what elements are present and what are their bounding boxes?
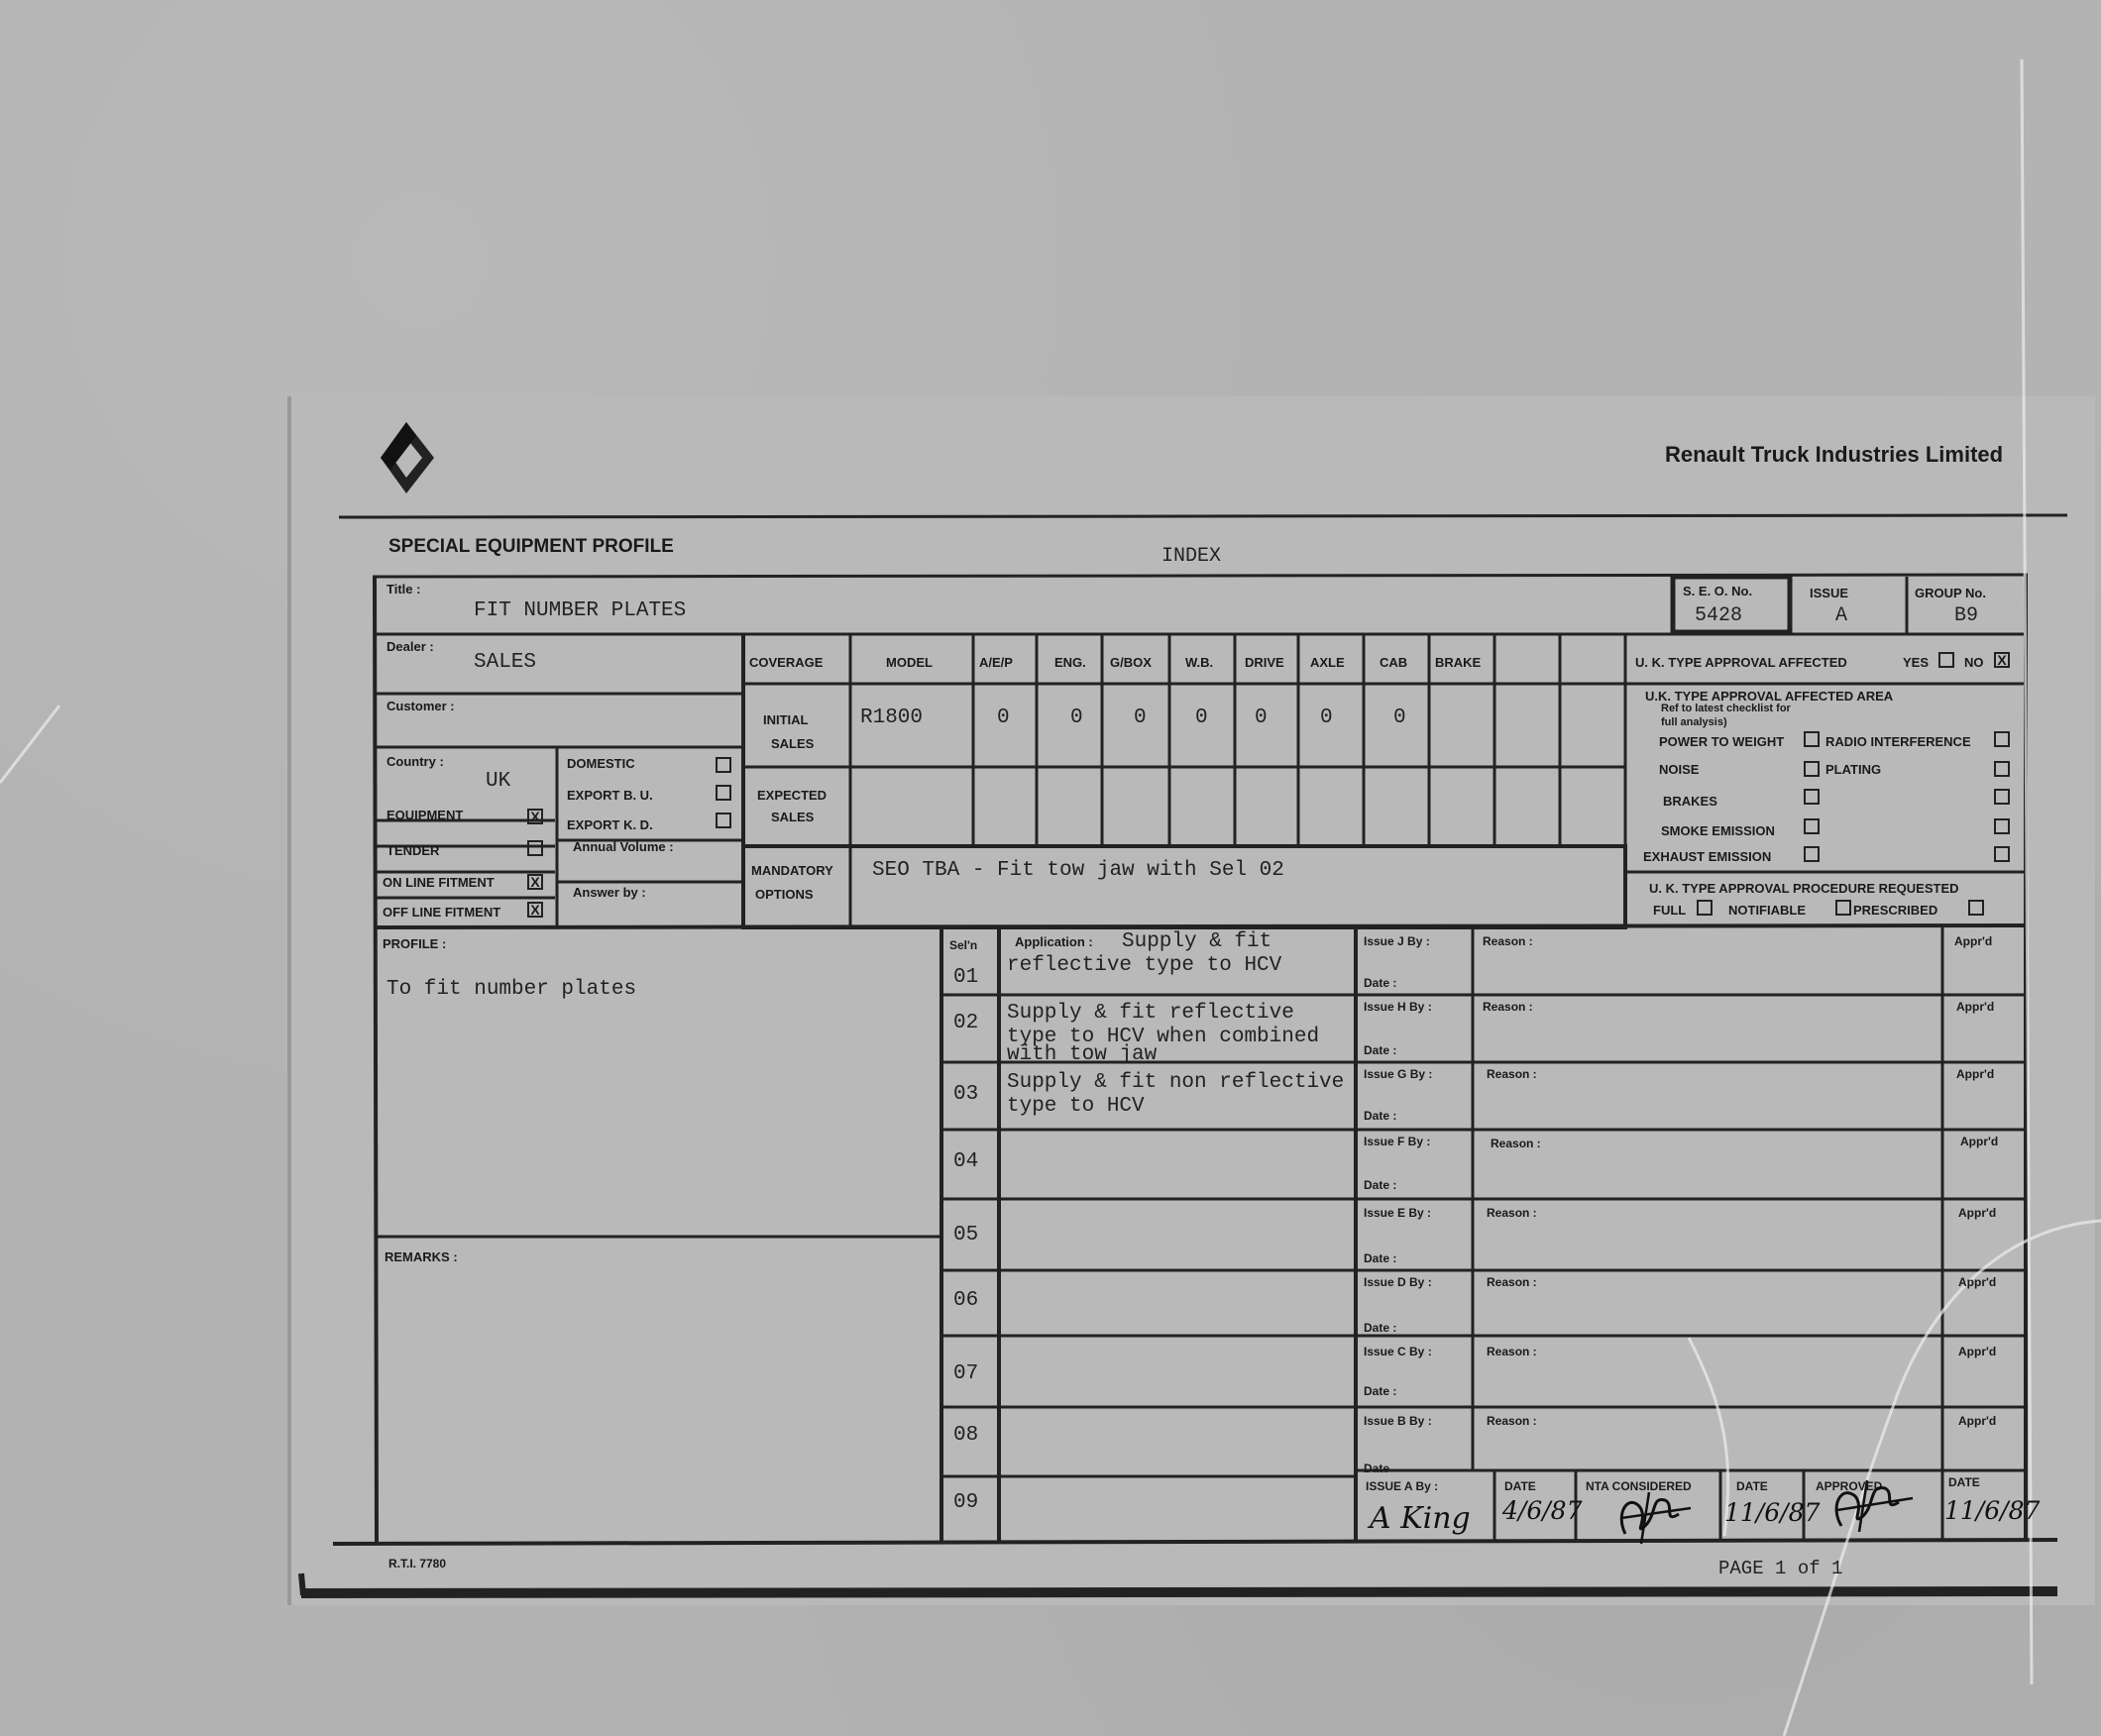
coverage-header: COVERAGE — [749, 655, 824, 670]
on-line-fitment-label: ON LINE FITMENT — [383, 875, 495, 890]
brakes-checkbox[interactable] — [1804, 789, 1820, 805]
issue-a-date-value: 4/6/87 — [1502, 1496, 1583, 1525]
issue-h-date-label: Date : — [1364, 1043, 1397, 1057]
seo-no-label: S. E. O. No. — [1683, 584, 1753, 598]
index-label: INDEX — [1161, 545, 1222, 568]
sel-02-number: 02 — [953, 1012, 979, 1034]
radio-interference-label: RADIO INTERFERENCE — [1825, 734, 1971, 749]
brakes-right-checkbox[interactable] — [1994, 789, 2010, 805]
profile-label: PROFILE : — [383, 936, 447, 951]
off-line-fitment-label: OFF LINE FITMENT — [383, 905, 501, 920]
smoke-emission-label: SMOKE EMISSION — [1661, 823, 1775, 838]
issue-j-apprd-label: Appr'd — [1954, 934, 1993, 948]
uk-area-title: U.K. TYPE APPROVAL AFFECTED AREA — [1645, 689, 1894, 704]
plating-checkbox[interactable] — [1994, 761, 2010, 777]
export-bu-label: EXPORT B. U. — [567, 788, 653, 803]
sel-02-text-3: with tow jaw — [1007, 1043, 1158, 1066]
expected-sales-label-2: SALES — [771, 810, 815, 824]
sel-label: Sel'n — [949, 938, 978, 952]
power-to-weight-checkbox[interactable] — [1804, 731, 1820, 747]
issue-g-reason-label: Reason : — [1487, 1067, 1537, 1081]
smoke-emission-checkbox[interactable] — [1804, 818, 1820, 834]
brake-header: BRAKE — [1435, 655, 1482, 670]
initial-sales-label-2: SALES — [771, 736, 815, 751]
country-label: Country : — [387, 754, 444, 769]
issue-b-apprd-label: Appr'd — [1958, 1414, 1997, 1428]
sel-08-number: 08 — [953, 1424, 979, 1447]
issue-b-by-label: Issue B By : — [1364, 1414, 1432, 1428]
issue-a-signature: A King — [1370, 1501, 1471, 1536]
issue-h-apprd-label: Appr'd — [1956, 1000, 1995, 1014]
uk-procedure-label: U. K. TYPE APPROVAL PROCEDURE REQUESTED — [1649, 881, 1959, 896]
sel-07-number: 07 — [953, 1362, 979, 1385]
gbox-header: G/BOX — [1110, 655, 1152, 670]
issue-label: ISSUE — [1810, 586, 1849, 600]
exhaust-emission-label: EXHAUST EMISSION — [1643, 849, 1772, 864]
full-checkbox[interactable] — [1697, 900, 1713, 916]
issue-f-date-label: Date : — [1364, 1178, 1397, 1192]
sel-02-text-1: Supply & fit reflective — [1007, 1002, 1294, 1025]
country-value: UK — [486, 770, 511, 793]
issue-e-apprd-label: Appr'd — [1958, 1206, 1997, 1220]
sel-03-text-1: Supply & fit non reflective — [1007, 1071, 1345, 1094]
radio-interference-checkbox[interactable] — [1994, 731, 2010, 747]
uk-affected-label: U. K. TYPE APPROVAL AFFECTED — [1635, 655, 1847, 670]
issue-h-by-label: Issue H By : — [1364, 1000, 1432, 1014]
page-number: PAGE 1 of 1 — [1718, 1558, 1843, 1579]
exhaust-emission-right-checkbox[interactable] — [1994, 846, 2010, 862]
group-no-label: GROUP No. — [1915, 586, 1986, 600]
off-line-fitment-checkbox[interactable]: X — [527, 902, 543, 918]
aep-header: A/E/P — [979, 655, 1013, 670]
smoke-emission-right-checkbox[interactable] — [1994, 818, 2010, 834]
mandatory-label-1: MANDATORY — [751, 863, 833, 878]
noise-label: NOISE — [1659, 762, 1700, 777]
form-code: R.T.I. 7780 — [388, 1557, 447, 1571]
equipment-checkbox[interactable]: X — [527, 809, 543, 824]
initial-model-value: R1800 — [860, 706, 924, 729]
renault-logo — [377, 420, 446, 495]
sel-06-number: 06 — [953, 1289, 979, 1312]
sel-01-text-1: Supply & fit — [1122, 930, 1272, 953]
dealer-value: SALES — [474, 651, 537, 674]
approved-date-label: DATE — [1948, 1475, 1980, 1489]
profile-value: To fit number plates — [387, 978, 637, 1001]
notifiable-checkbox[interactable] — [1835, 900, 1851, 916]
answer-by-label: Answer by : — [573, 885, 646, 900]
issue-e-reason-label: Reason : — [1487, 1206, 1537, 1220]
initial-sales-label-1: INITIAL — [763, 712, 809, 727]
tender-checkbox[interactable] — [527, 840, 543, 856]
form-title: SPECIAL EQUIPMENT PROFILE — [388, 536, 674, 557]
nta-date-value: 11/6/87 — [1724, 1498, 1821, 1527]
annual-volume-label: Annual Volume : — [573, 839, 674, 854]
domestic-checkbox[interactable] — [716, 757, 731, 773]
export-bu-checkbox[interactable] — [716, 785, 731, 801]
issue-d-by-label: Issue D By : — [1364, 1275, 1432, 1289]
issue-g-apprd-label: Appr'd — [1956, 1067, 1995, 1081]
on-line-fitment-checkbox[interactable]: X — [527, 874, 543, 890]
initial-axle-value: 0 — [1320, 706, 1333, 729]
equipment-label: EQUIPMENT — [387, 808, 464, 822]
uk-no-label: NO — [1964, 655, 1984, 670]
issue-value: A — [1835, 604, 1848, 627]
issue-j-date-label: Date : — [1364, 976, 1397, 990]
plating-label: PLATING — [1825, 762, 1882, 777]
tender-label: TENDER — [387, 843, 440, 858]
issue-f-reason-label: Reason : — [1491, 1137, 1541, 1150]
issue-f-apprd-label: Appr'd — [1960, 1135, 1999, 1148]
drive-header: DRIVE — [1245, 655, 1284, 670]
title-label: Title : — [387, 582, 421, 597]
issue-d-reason-label: Reason : — [1487, 1275, 1537, 1289]
approved-date-value: 11/6/87 — [1944, 1496, 2041, 1525]
uk-yes-checkbox[interactable] — [1938, 652, 1954, 668]
issue-g-date-label: Date : — [1364, 1109, 1397, 1123]
issue-g-by-label: Issue G By : — [1364, 1067, 1433, 1081]
nta-considered-label: NTA CONSIDERED — [1586, 1479, 1692, 1493]
exhaust-emission-checkbox[interactable] — [1804, 846, 1820, 862]
issue-c-reason-label: Reason : — [1487, 1345, 1537, 1358]
initial-wb-value: 0 — [1195, 706, 1208, 729]
approved-signature — [1820, 1470, 1919, 1532]
title-value: FIT NUMBER PLATES — [474, 599, 687, 622]
uk-area-note-2: full analysis) — [1661, 716, 1727, 728]
model-header: MODEL — [886, 655, 933, 670]
dealer-label: Dealer : — [387, 639, 434, 654]
seo-no-value: 5428 — [1695, 604, 1743, 627]
full-label: FULL — [1653, 903, 1687, 918]
sel-01-text-2: reflective type to HCV — [1007, 954, 1282, 977]
noise-checkbox[interactable] — [1804, 761, 1820, 777]
uk-area-note-1: Ref to latest checklist for — [1661, 703, 1791, 714]
issue-e-by-label: Issue E By : — [1364, 1206, 1432, 1220]
issue-c-by-label: Issue C By : — [1364, 1345, 1432, 1358]
issue-e-date-label: Date : — [1364, 1251, 1397, 1265]
approved-label: APPROVED — [1816, 1479, 1883, 1493]
prescribed-checkbox[interactable] — [1968, 900, 1984, 916]
issue-j-reason-label: Reason : — [1483, 934, 1533, 948]
issue-d-date-label: Date : — [1364, 1321, 1397, 1335]
issue-h-reason-label: Reason : — [1483, 1000, 1533, 1014]
issue-b-date-label: Date — [1364, 1462, 1390, 1475]
issue-j-by-label: Issue J By : — [1364, 934, 1430, 948]
nta-signature — [1605, 1484, 1695, 1546]
issue-a-by-label: ISSUE A By : — [1366, 1479, 1439, 1493]
remarks-label: REMARKS : — [385, 1249, 458, 1264]
initial-drive-value: 0 — [1255, 706, 1268, 729]
eng-header: ENG. — [1054, 655, 1086, 670]
initial-eng-value: 0 — [1070, 706, 1083, 729]
initial-gbox-value: 0 — [1134, 706, 1147, 729]
sel-01-number: 01 — [953, 966, 979, 989]
issue-a-date-label: DATE — [1504, 1479, 1536, 1493]
mandatory-value: SEO TBA - Fit tow jaw with Sel 02 — [872, 859, 1284, 882]
sel-03-number: 03 — [953, 1083, 979, 1106]
issue-c-date-label: Date : — [1364, 1384, 1397, 1398]
wb-header: W.B. — [1185, 655, 1214, 670]
nta-date-label: DATE — [1736, 1479, 1768, 1493]
sel-02-text-2: type to HCV when combined — [1007, 1026, 1320, 1048]
application-label: Application : — [1015, 934, 1093, 949]
customer-label: Customer : — [387, 699, 455, 713]
mandatory-label-2: OPTIONS — [755, 887, 814, 902]
issue-b-reason-label: Reason : — [1487, 1414, 1537, 1428]
group-no-value: B9 — [1954, 604, 1979, 627]
company-name: Renault Truck Industries Limited — [1665, 442, 2004, 467]
power-to-weight-label: POWER TO WEIGHT — [1659, 734, 1785, 749]
issue-c-apprd-label: Appr'd — [1958, 1345, 1997, 1358]
sel-09-number: 09 — [953, 1491, 979, 1514]
uk-no-checkbox[interactable]: X — [1994, 652, 2010, 668]
axle-header: AXLE — [1310, 655, 1345, 670]
initial-aep-value: 0 — [997, 706, 1010, 729]
cab-header: CAB — [1380, 655, 1408, 670]
issue-d-apprd-label: Appr'd — [1958, 1275, 1997, 1289]
sel-05-number: 05 — [953, 1224, 979, 1247]
sel-03-text-2: type to HCV — [1007, 1095, 1145, 1118]
initial-cab-value: 0 — [1393, 706, 1406, 729]
sel-04-number: 04 — [953, 1150, 979, 1173]
uk-yes-label: YES — [1903, 655, 1930, 670]
prescribed-label: PRESCRIBED — [1853, 903, 1938, 918]
issue-f-by-label: Issue F By : — [1364, 1135, 1431, 1148]
export-kd-checkbox[interactable] — [716, 813, 731, 828]
notifiable-label: NOTIFIABLE — [1728, 903, 1806, 918]
export-kd-label: EXPORT K. D. — [567, 817, 653, 832]
domestic-label: DOMESTIC — [567, 756, 635, 771]
brakes-label: BRAKES — [1663, 794, 1717, 809]
expected-sales-label-1: EXPECTED — [757, 788, 828, 803]
